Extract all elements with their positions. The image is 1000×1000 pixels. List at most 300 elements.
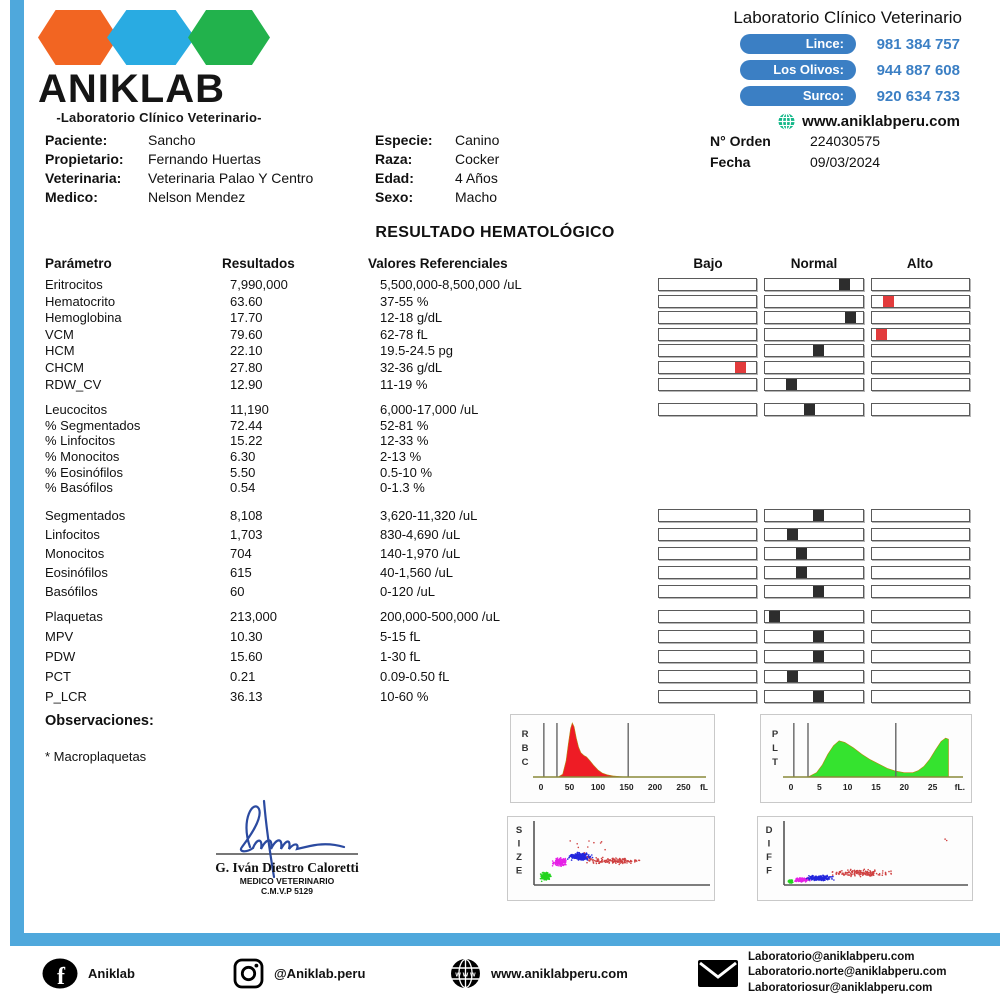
table-row (0, 433, 1000, 449)
svg-text:E: E (515, 865, 523, 877)
field-label: N° Orden (710, 133, 771, 149)
svg-text:15: 15 (871, 782, 881, 792)
svg-text:Z: Z (516, 852, 522, 863)
row-result: 5.50 (230, 464, 256, 480)
range-bar-alto (871, 610, 970, 623)
range-bar-normal (764, 295, 863, 308)
row-ref: 32-36 g/dL (380, 359, 443, 375)
location-row (740, 34, 960, 54)
range-bars (658, 361, 970, 374)
table-row (0, 310, 1000, 327)
rbc-histogram (510, 714, 715, 803)
row-param: Segmentados (45, 507, 126, 523)
instagram-contact (233, 946, 365, 1000)
range-bar-normal (764, 278, 863, 291)
patient-field (45, 131, 313, 150)
location-phone: 920 634 733 (876, 87, 960, 105)
row-ref: 5,500,000-8,500,000 /uL (380, 277, 522, 292)
row-param: Basófilos (45, 584, 98, 600)
field-label: Raza: (375, 151, 413, 167)
row-param: % Linfocitos (45, 433, 116, 449)
row-result: 22.10 (230, 343, 263, 359)
svg-text:B: B (521, 743, 529, 754)
row-result: 615 (230, 565, 252, 581)
range-bar-alto (871, 295, 970, 308)
patient-field (375, 169, 499, 188)
size-scatterplot (507, 816, 715, 901)
range-bar-alto (871, 344, 970, 357)
instagram-icon (233, 958, 264, 989)
row-param: % Monocitos (45, 448, 120, 464)
svg-text:10: 10 (842, 782, 853, 792)
facebook-icon (42, 958, 78, 989)
row-ref: 0-120 /uL (380, 584, 435, 600)
patient-field (375, 188, 499, 207)
field-label: Edad: (375, 170, 414, 186)
contact-list (740, 34, 960, 130)
range-bar-bajo (658, 295, 757, 308)
field-value: Nelson Mendez (148, 189, 246, 205)
row-param: % Basófilos (45, 480, 113, 496)
range-bar-alto (871, 670, 970, 683)
svg-text:I: I (767, 838, 771, 850)
row-result: 15.22 (230, 433, 263, 449)
row-result: 17.70 (230, 310, 263, 326)
value-marker (787, 529, 798, 540)
range-bar-normal (764, 344, 863, 357)
row-ref: 2-13 % (380, 448, 422, 464)
value-marker (813, 510, 824, 521)
table-row (0, 294, 1000, 311)
value-marker (813, 586, 824, 597)
row-ref: 6,000-17,000 /uL (380, 402, 479, 418)
range-bar-normal (764, 528, 863, 541)
range-bar-normal (764, 378, 863, 391)
range-bar-alto (871, 547, 970, 560)
patient-fields-mid (375, 131, 499, 207)
value-marker (813, 691, 824, 702)
row-param: PDW (45, 648, 76, 664)
hexagon-green (188, 10, 270, 65)
website-contact (450, 946, 628, 1000)
col-header-alto: Alto (906, 256, 934, 271)
field-label: Fecha (710, 154, 751, 170)
range-bar-bajo (658, 566, 757, 579)
patient-field (45, 150, 313, 169)
row-param: VCM (45, 326, 74, 342)
svg-text:P: P (771, 729, 779, 740)
row-result: 213,000 (230, 608, 277, 624)
range-bar-alto (871, 361, 970, 374)
range-bars (658, 670, 970, 683)
range-bar-bajo (658, 630, 757, 643)
report-title: RESULTADO HEMATOLÓGICO (375, 224, 615, 241)
row-param: MPV (45, 628, 74, 644)
row-result: 27.80 (230, 359, 263, 375)
field-label: Veterinaria: (45, 170, 122, 186)
range-bars (658, 547, 970, 560)
plt-histogram (760, 714, 972, 803)
location-row (740, 60, 960, 80)
svg-text:250: 250 (676, 782, 691, 792)
range-bar-bajo (658, 328, 757, 341)
range-bar-bajo (658, 378, 757, 391)
row-result: 36.13 (230, 688, 263, 704)
range-bar-bajo (658, 344, 757, 357)
row-result: 63.60 (230, 293, 263, 309)
table-row (0, 689, 1000, 709)
field-value: Cocker (455, 151, 500, 167)
row-ref: 40-1,560 /uL (380, 565, 454, 581)
email-address: Laboratorio@aniklabperu.com (748, 950, 915, 963)
row-result: 60 (230, 584, 245, 600)
row-result: 704 (230, 546, 252, 562)
observations-title: Observaciones: (45, 713, 154, 729)
range-bar-normal (764, 650, 863, 663)
signature-scribble (198, 797, 376, 859)
location-pill: Surco: (740, 86, 856, 106)
range-bar-alto (871, 528, 970, 541)
table-row (0, 565, 1000, 584)
row-ref: 11-19 % (380, 376, 428, 392)
svg-text:C: C (521, 757, 529, 768)
facebook-handle: Aniklab (88, 965, 135, 981)
field-value: Canino (455, 132, 500, 148)
range-bar-normal (764, 670, 863, 683)
row-ref: 0-1.3 % (380, 480, 425, 496)
range-bar-alto (871, 311, 970, 324)
range-bar-bajo (658, 650, 757, 663)
col-header-resultados: Resultados (222, 256, 295, 271)
results-table (0, 277, 1000, 709)
globe-icon (778, 113, 795, 130)
range-bar-normal (764, 566, 863, 579)
range-bars (658, 403, 970, 416)
range-bar-normal (764, 610, 863, 623)
range-bar-bajo (658, 547, 757, 560)
hexagon-blue (107, 10, 195, 65)
value-marker (839, 279, 850, 290)
range-bar-bajo (658, 403, 757, 416)
svg-text:150: 150 (619, 782, 634, 792)
svg-text:200: 200 (647, 782, 663, 792)
website-text: www.aniklabperu.com (802, 113, 960, 130)
range-bars (658, 630, 970, 643)
value-marker (883, 296, 894, 307)
aniklab-logo (38, 10, 278, 125)
row-result: 72.44 (230, 417, 263, 433)
row-ref: 10-60 % (380, 688, 429, 704)
row-result: 0.21 (230, 668, 256, 684)
range-bar-normal (764, 585, 863, 598)
table-row (0, 508, 1000, 527)
row-ref: 1-30 fL (380, 648, 421, 664)
row-result: 7,990,000 (230, 277, 288, 292)
field-label: Sexo: (375, 189, 414, 205)
field-value: Sancho (148, 132, 196, 148)
location-phone-rows (740, 34, 960, 106)
range-bar-alto (871, 650, 970, 663)
row-ref: 52-81 % (380, 417, 429, 433)
field-label: Paciente: (45, 132, 108, 148)
range-bar-alto (871, 585, 970, 598)
table-group (0, 609, 1000, 709)
table-row (0, 584, 1000, 603)
brand-name: ANIKLAB (38, 67, 225, 111)
field-value: 09/03/2024 (810, 154, 881, 170)
value-marker (813, 651, 824, 662)
patient-field (710, 131, 880, 152)
row-param: Monocitos (45, 546, 105, 562)
range-bar-bajo (658, 361, 757, 374)
col-header-normal: Normal (790, 256, 838, 271)
location-phone: 944 887 608 (876, 61, 960, 79)
observations-note: * Macroplaquetas (45, 749, 147, 764)
field-value: Fernando Huertas (148, 151, 261, 167)
svg-text:I: I (517, 838, 521, 850)
range-bars (658, 295, 970, 308)
svg-text:R: R (521, 729, 529, 740)
range-bar-normal (764, 630, 863, 643)
row-param: RDW_CV (45, 376, 102, 392)
field-value: Veterinaria Palao Y Centro (148, 170, 314, 186)
row-param: Hematocrito (45, 293, 116, 309)
veterinarian-license: C.M.V.P 5129 (261, 886, 313, 896)
signature-block (198, 797, 376, 896)
patient-field (710, 152, 880, 173)
location-pill: Lince: (740, 34, 856, 54)
row-ref: 0.5-10 % (380, 464, 433, 480)
value-marker (796, 567, 807, 578)
table-row (0, 418, 1000, 434)
email-address: Laboratoriosur@aniklabperu.com (748, 981, 933, 994)
range-bars (658, 528, 970, 541)
range-bars (658, 585, 970, 598)
range-bar-alto (871, 378, 970, 391)
value-marker (876, 329, 887, 340)
svg-text:100: 100 (590, 782, 606, 792)
range-bar-alto (871, 328, 970, 341)
value-marker (804, 404, 815, 415)
svg-text:F: F (766, 852, 772, 863)
range-bar-normal (764, 403, 863, 416)
range-bar-normal (764, 361, 863, 374)
row-param: P_LCR (45, 688, 87, 704)
row-ref: 37-55 % (380, 293, 429, 309)
value-marker (813, 345, 824, 356)
brand-tagline: -Laboratorio Clínico Veterinario- (56, 110, 262, 125)
table-row (0, 327, 1000, 344)
row-ref: 3,620-11,320 /uL (380, 507, 478, 523)
email-address: Laboratorio.norte@aniklabperu.com (748, 966, 947, 979)
range-bar-normal (764, 311, 863, 324)
range-bar-alto (871, 566, 970, 579)
patient-field (45, 188, 313, 207)
field-value: 4 Años (455, 170, 498, 186)
range-bar-normal (764, 547, 863, 560)
range-bars (658, 344, 970, 357)
range-bars (658, 690, 970, 703)
range-bar-bajo (658, 528, 757, 541)
patient-fields-left (45, 131, 313, 207)
row-param: HCM (45, 343, 75, 359)
row-param: Eosinófilos (45, 565, 108, 581)
range-bars (658, 566, 970, 579)
value-marker (735, 362, 746, 373)
svg-text:20: 20 (899, 782, 910, 792)
range-bars (658, 311, 970, 324)
instagram-handle: @Aniklab.peru (274, 965, 366, 981)
table-row (0, 669, 1000, 689)
svg-text:0: 0 (538, 782, 544, 792)
row-param: Plaquetas (45, 608, 103, 624)
range-bars (658, 509, 970, 522)
table-group (0, 508, 1000, 604)
email-list (748, 950, 946, 997)
range-bar-bajo (658, 670, 757, 683)
row-param: Linfocitos (45, 526, 100, 542)
row-result: 1,703 (230, 526, 263, 542)
row-param: CHCM (45, 359, 84, 375)
table-group (0, 402, 1000, 496)
clinic-title: Laboratorio Clínico Veterinario (733, 8, 962, 27)
row-ref: 140-1,970 /uL (380, 546, 461, 562)
range-bar-bajo (658, 278, 757, 291)
range-bar-bajo (658, 311, 757, 324)
row-ref: 830-4,690 /uL (380, 526, 461, 542)
row-param: Hemoglobina (45, 310, 122, 326)
row-result: 79.60 (230, 326, 263, 342)
range-bar-bajo (658, 509, 757, 522)
table-row (0, 465, 1000, 481)
row-param: PCT (45, 668, 71, 684)
range-bar-alto (871, 509, 970, 522)
value-marker (786, 379, 797, 390)
patient-field (375, 150, 499, 169)
range-bar-alto (871, 403, 970, 416)
row-result: 12.90 (230, 376, 263, 392)
range-bar-alto (871, 278, 970, 291)
row-ref: 12-18 g/dL (380, 310, 443, 326)
table-row (0, 402, 1000, 418)
row-ref: 19.5-24.5 pg (380, 343, 454, 359)
location-phone: 981 384 757 (876, 35, 960, 53)
table-row (0, 527, 1000, 546)
col-header-bajo: Bajo (693, 256, 723, 271)
range-bars (658, 378, 970, 391)
value-marker (845, 312, 856, 323)
table-row (0, 360, 1000, 377)
bottom-border-accent (10, 933, 1000, 946)
row-param: % Segmentados (45, 417, 141, 433)
range-bars (658, 610, 970, 623)
row-result: 11,190 (230, 402, 269, 418)
range-bar-normal (764, 328, 863, 341)
hexagon-orange (38, 10, 118, 65)
location-pill: Los Olivos: (740, 60, 856, 80)
table-row (0, 649, 1000, 669)
row-param: Leucocitos (45, 402, 108, 418)
logo-hexagons (38, 10, 273, 65)
svg-text:25: 25 (927, 782, 938, 792)
range-bars (658, 650, 970, 663)
table-group (0, 277, 1000, 393)
website-url: www.aniklabperu.com (491, 965, 628, 981)
field-value: Macho (455, 189, 498, 205)
row-param: % Eosinófilos (45, 464, 124, 480)
row-result: 10.30 (230, 628, 263, 644)
email-contact (698, 946, 946, 1000)
col-header-parametro: Parámetro (45, 256, 112, 271)
row-param: Eritrocitos (45, 277, 103, 292)
location-row (740, 86, 960, 106)
range-bars (658, 328, 970, 341)
range-bars (658, 278, 970, 291)
row-ref: 62-78 fL (380, 326, 428, 342)
website-row (778, 113, 960, 130)
range-bar-bajo (658, 610, 757, 623)
footer-contact-bar (0, 946, 1000, 1000)
row-ref: 5-15 fL (380, 628, 421, 644)
range-bar-alto (871, 690, 970, 703)
row-result: 0.54 (230, 480, 256, 496)
range-bar-normal (764, 509, 863, 522)
svg-text:L: L (772, 743, 778, 754)
order-fields (710, 131, 880, 173)
col-header-valores-referenciales: Valores Referenciales (368, 256, 508, 271)
svg-text:fL: fL (699, 782, 708, 792)
veterinarian-role: MEDICO VETERINARIO (239, 876, 335, 886)
patient-field (45, 169, 313, 188)
row-ref: 12-33 % (380, 433, 429, 449)
row-ref: 200,000-500,000 /uL (380, 608, 500, 624)
field-label: Medico: (45, 189, 98, 205)
www-globe-icon (450, 958, 481, 989)
svg-text:T: T (772, 757, 778, 768)
range-bar-normal (764, 690, 863, 703)
field-label: Propietario: (45, 151, 124, 167)
svg-text:F: F (766, 865, 772, 877)
field-value: 224030575 (810, 133, 881, 149)
table-row (0, 546, 1000, 565)
diff-scatterplot (757, 816, 973, 901)
veterinarian-name: G. Iván Diestro Caloretti (215, 860, 359, 875)
svg-text:0: 0 (788, 782, 794, 792)
table-row (0, 343, 1000, 360)
svg-text:5: 5 (816, 782, 822, 792)
svg-text:S: S (515, 825, 523, 836)
facebook-contact (42, 946, 135, 1000)
table-row (0, 449, 1000, 465)
svg-text:D: D (765, 825, 773, 836)
row-ref: 0.09-0.50 fL (380, 668, 450, 684)
range-bar-bajo (658, 585, 757, 598)
value-marker (787, 671, 798, 682)
value-marker (813, 631, 824, 642)
range-bar-bajo (658, 690, 757, 703)
row-result: 15.60 (230, 648, 263, 664)
table-row (0, 609, 1000, 629)
svg-text:50: 50 (564, 782, 575, 792)
table-row (0, 629, 1000, 649)
range-bar-alto (871, 630, 970, 643)
envelope-icon (698, 960, 738, 987)
patient-field (375, 131, 499, 150)
row-result: 6.30 (230, 448, 256, 464)
svg-text:w w w: w w w (455, 971, 476, 979)
table-row (0, 377, 1000, 394)
table-row (0, 480, 1000, 496)
